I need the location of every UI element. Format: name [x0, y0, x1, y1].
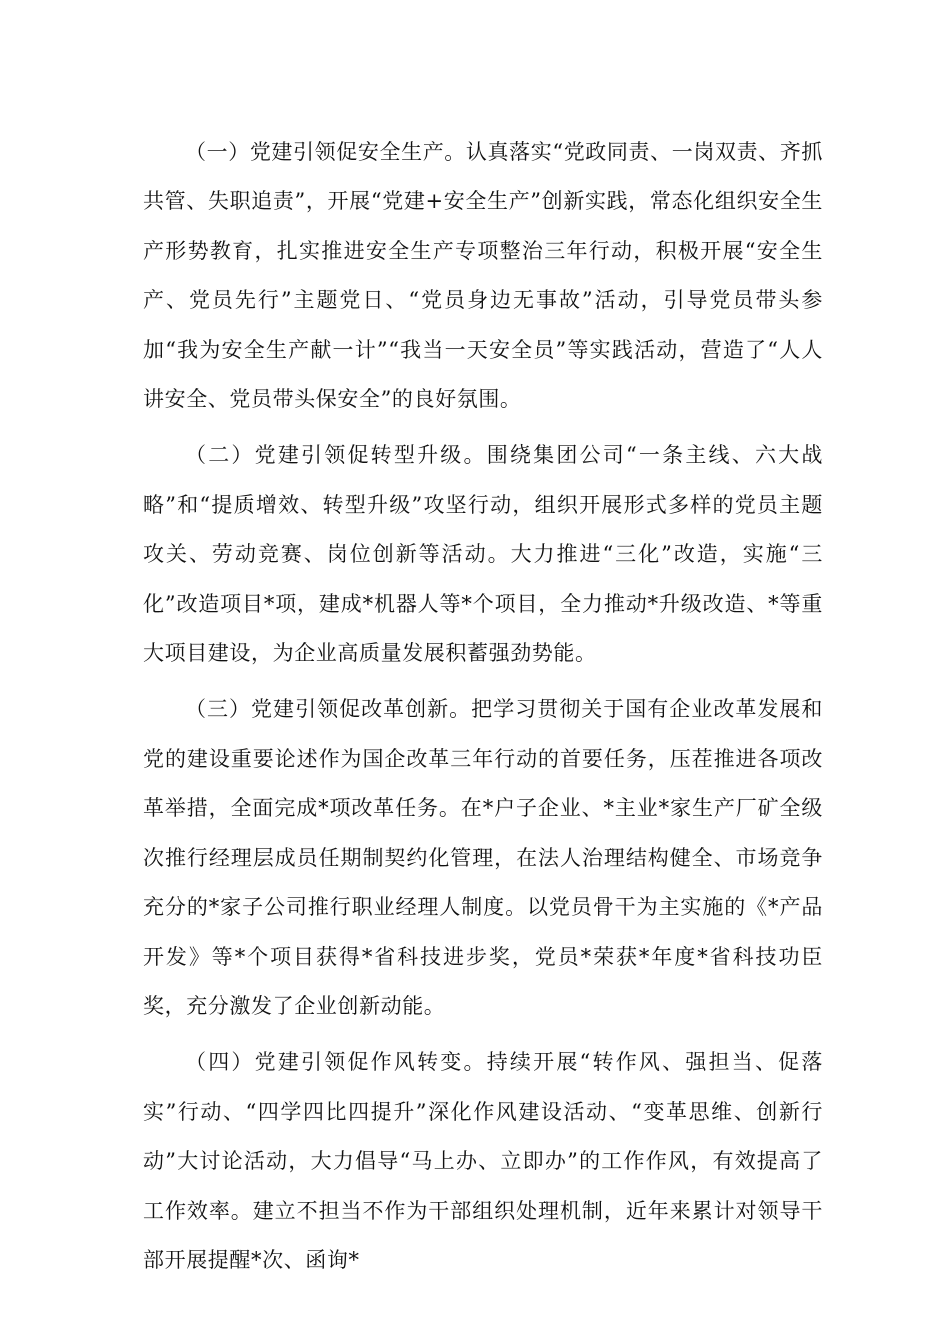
paragraph-transformation-upgrade: （二）党建引领促转型升级。围绕集团公司“一条主线、六大战略”和“提质增效、转型升级”攻坚行动，组织开展形式多样的党员主题攻关、劳动竞赛、岗位创新等活动。大力推进“三化”改造，实施“三化”改造项目*项，建成*机器人等*个项目，全力推动*升级改造、*等重大项目建设，为企业高质量发展积蓄强劲势能。	[143, 443, 823, 666]
paragraph-safety-production: （一）党建引领促安全生产。认真落实“党政同责、一岗双责、齐抓共管、失职追责”，开展“党建+安全生产”创新实践，常态化组织安全生产形势教育，扎实推进安全生产专项整治三年行动，积极开展“安全生产、党员先行”主题党日、“党员身边无事故”活动，引导党员带头参加“我为安全生产献一计”“我当一天安全员”等实践活动，营造了“人人讲安全、党员带头保安全”的良好氛围。	[143, 140, 823, 412]
document-body	[143, 128, 823, 1292]
paragraph-reform-innovation: （三）党建引领促改革创新。把学习贯彻关于国有企业改革发展和党的建设重要论述作为国企改革三年行动的首要任务，压茬推进各项改革举措，全面完成*项改革任务。在*户子企业、*主业*家生产厂矿全级次推行经理层成员任期制契约化管理，在法人治理结构健全、市场竞争充分的*家子公司推行职业经理人制度。以党员骨干为主实施的《*产品开发》等*个项目获得*省科技进步奖，党员*荣获*年度*省科技功臣奖，充分激发了企业创新动能。	[143, 697, 823, 1018]
paragraph-work-style: （四）党建引领促作风转变。持续开展“转作风、强担当、促落实”行动、“四学四比四提升”深化作风建设活动、“变革思维、创新行动”大讨论活动，大力倡导“马上办、立即办”的工作作风，有效提高了工作效率。建立不担当不作为干部组织处理机制，近年来累计对领导干部开展提醒*次、函询*	[143, 1050, 823, 1272]
